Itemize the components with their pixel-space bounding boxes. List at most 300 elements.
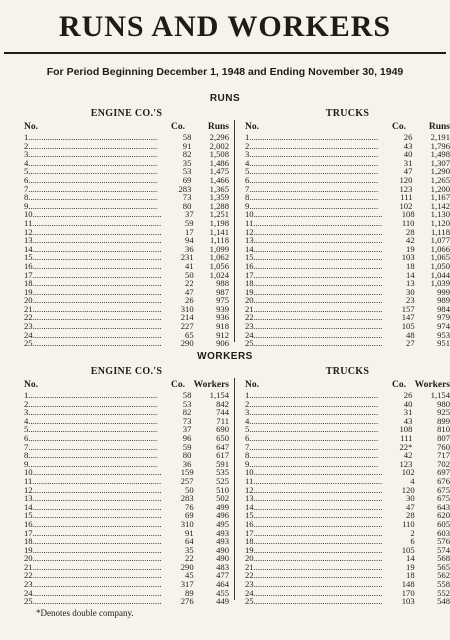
count-cell: 988 [216, 278, 229, 289]
rank-cell: 7............................................................ [24, 441, 158, 452]
rank-cell: 2............................................................ [24, 398, 158, 409]
rank-cell: 6............................................................ [245, 174, 379, 185]
company-cell: 27 [406, 338, 415, 349]
count-cell: 510 [216, 484, 229, 495]
rank-cell: 14............................................................ [24, 501, 162, 512]
company-cell: 4 [410, 475, 415, 486]
company-cell: 22 [185, 553, 194, 564]
rank-cell: 15............................................................ [24, 252, 162, 263]
company-cell: 108 [401, 209, 415, 220]
count-cell: 1,498 [430, 149, 450, 160]
rank-cell: 16............................................................ [24, 518, 162, 529]
count-cell: 1,290 [430, 166, 450, 177]
company-cell: 58 [182, 390, 192, 400]
title-rule [4, 52, 446, 54]
rank-cell: 23............................................................ [245, 321, 383, 332]
count-cell: 1,265 [430, 174, 450, 185]
rank-cell: 9............................................................ [245, 200, 379, 211]
count-cell: 936 [216, 312, 229, 323]
company-cell: 17 [185, 226, 194, 237]
company-cell: 147 [401, 312, 415, 323]
count-cell: 899 [437, 415, 450, 426]
company-cell: 47 [406, 501, 415, 512]
company-cell: 28 [406, 510, 415, 521]
footnote: *Denotes double company. [36, 608, 134, 618]
table-row [245, 339, 450, 348]
col-no: No. [245, 122, 259, 132]
rank-cell: 23............................................................ [24, 579, 162, 590]
count-cell: 1,077 [430, 235, 450, 246]
count-cell: 1,307 [430, 157, 450, 168]
rank-cell: 11............................................................ [245, 475, 383, 486]
rank-cell: 3............................................................ [245, 407, 379, 418]
rank-cell: 14............................................................ [245, 501, 383, 512]
company-cell: 36 [182, 458, 192, 469]
rank-cell: 22............................................................ [245, 570, 383, 581]
company-cell: 6 [410, 536, 415, 547]
workers-divider [234, 378, 235, 600]
rank-cell: 21............................................................ [245, 561, 383, 572]
count-cell: 1,796 [430, 140, 450, 151]
rank-cell: 7............................................................ [245, 183, 379, 194]
count-cell: 912 [216, 329, 229, 340]
count-cell: 552 [437, 587, 450, 598]
rank-cell: 24............................................................ [245, 329, 383, 340]
rank-cell: 10............................................................ [245, 209, 383, 220]
company-cell: 110 [401, 217, 415, 228]
rank-cell: 23............................................................ [245, 579, 383, 590]
count-cell: 939 [216, 303, 229, 314]
count-cell: 1,039 [430, 278, 450, 289]
company-cell: 42 [406, 235, 415, 246]
company-cell: 40 [403, 149, 413, 160]
workers-engine-table [24, 366, 229, 606]
rank-cell: 21............................................................ [245, 303, 383, 314]
count-cell: 702 [437, 458, 450, 469]
rank-cell: 2............................................................ [245, 140, 379, 151]
count-cell: 499 [216, 501, 229, 512]
count-cell: 2,191 [430, 132, 450, 142]
count-cell: 464 [216, 579, 229, 590]
rank-cell: 13............................................................ [245, 235, 383, 246]
company-cell: 59 [182, 441, 192, 452]
count-cell: 1,120 [430, 217, 450, 228]
rank-cell: 15............................................................ [245, 252, 383, 263]
rank-cell: 7............................................................ [245, 441, 379, 452]
company-cell: 18 [406, 570, 415, 581]
rank-cell: 13............................................................ [245, 493, 383, 504]
company-cell: 69 [185, 510, 194, 521]
count-cell: 675 [437, 484, 450, 495]
rank-cell: 20............................................................ [245, 553, 383, 564]
count-cell: 1,359 [209, 192, 229, 203]
count-cell: 1,142 [430, 200, 450, 211]
rank-cell: 8............................................................ [245, 192, 379, 203]
count-cell: 690 [216, 424, 229, 435]
rank-cell: 12............................................................ [245, 226, 383, 237]
company-cell: 290 [180, 338, 194, 349]
count-cell: 711 [216, 415, 229, 426]
company-cell: 13 [406, 278, 415, 289]
rank-cell: 20............................................................ [245, 295, 383, 306]
rank-cell: 12............................................................ [24, 226, 162, 237]
col-workers: Workers [414, 380, 450, 390]
company-cell: 157 [401, 303, 415, 314]
company-cell: 310 [180, 518, 194, 529]
rank-cell: 17............................................................ [245, 527, 383, 538]
col-co: Co. [171, 122, 185, 132]
rank-cell: 21............................................................ [24, 303, 162, 314]
company-cell: 14 [406, 553, 415, 564]
count-cell: 1,198 [209, 217, 229, 228]
col-runs: Runs [207, 122, 229, 132]
company-cell: 111 [400, 192, 413, 203]
company-cell: 14 [406, 269, 415, 280]
count-cell: 477 [216, 570, 229, 581]
workers-trucks-label: TRUCKS [325, 366, 370, 377]
count-cell: 605 [437, 518, 450, 529]
count-cell: 455 [216, 587, 229, 598]
rank-cell: 9............................................................ [24, 200, 158, 211]
company-cell: 96 [182, 432, 192, 443]
rank-cell: 17............................................................ [245, 269, 383, 280]
table-row [24, 597, 229, 606]
rank-cell: 18............................................................ [24, 536, 162, 547]
company-cell: 30 [406, 493, 415, 504]
company-cell: 26 [403, 390, 413, 400]
company-cell: 103 [401, 252, 415, 263]
company-cell: 37 [185, 209, 194, 220]
count-cell: 697 [437, 467, 450, 478]
rank-cell: 16............................................................ [245, 518, 383, 529]
workers-engine-label: ENGINE CO.'S [90, 366, 163, 377]
company-cell: 170 [401, 587, 415, 598]
count-cell: 1,486 [209, 157, 229, 168]
rank-cell: 9............................................................ [245, 458, 379, 469]
rank-cell: 5............................................................ [24, 166, 158, 177]
col-co: Co. [392, 122, 406, 132]
company-cell: 110 [402, 518, 415, 529]
rank-cell: 18............................................................ [24, 278, 162, 289]
count-cell: 1,154 [209, 390, 229, 400]
rank-cell: 20............................................................ [24, 295, 162, 306]
count-cell: 989 [437, 295, 450, 306]
rank-cell: 25............................................................ [245, 596, 383, 607]
count-cell: 1,141 [209, 226, 229, 237]
count-cell: 842 [216, 398, 229, 409]
company-cell: 22* [399, 441, 413, 452]
company-cell: 91 [185, 527, 194, 538]
rank-cell: 1............................................................ [24, 390, 158, 400]
count-cell: 1,062 [209, 252, 229, 263]
rank-cell: 19............................................................ [245, 286, 383, 297]
company-cell: 26 [403, 132, 413, 142]
company-cell: 283 [178, 183, 192, 194]
rank-cell: 4............................................................ [245, 157, 379, 168]
period-caption: For Period Beginning December 1, 1948 and Ending November 30, 1949 [46, 66, 404, 78]
rank-cell: 8............................................................ [24, 192, 158, 203]
company-cell: 94 [185, 235, 194, 246]
company-cell: 105 [401, 544, 415, 555]
company-cell: 18 [406, 260, 415, 271]
count-cell: 951 [437, 338, 450, 349]
count-cell: 2,296 [209, 132, 229, 142]
rank-cell: 25............................................................ [24, 338, 162, 349]
rank-cell: 13............................................................ [24, 235, 162, 246]
count-cell: 558 [437, 579, 450, 590]
rank-cell: 5............................................................ [245, 424, 379, 435]
count-cell: 643 [437, 501, 450, 512]
rank-cell: 6............................................................ [245, 432, 379, 443]
count-cell: 647 [216, 441, 229, 452]
rank-cell: 3............................................................ [24, 407, 158, 418]
runs-trucks-label: TRUCKS [325, 108, 370, 119]
company-cell: 36 [185, 243, 194, 254]
count-cell: 979 [437, 312, 450, 323]
company-cell: 53 [182, 166, 192, 177]
col-workers: Workers [193, 380, 229, 390]
rank-cell: 5............................................................ [245, 166, 379, 177]
company-cell: 108 [399, 424, 413, 435]
rank-cell: 2............................................................ [245, 398, 379, 409]
count-cell: 535 [216, 467, 229, 478]
company-cell: 80 [182, 450, 192, 461]
count-cell: 676 [437, 475, 450, 486]
company-cell: 310 [180, 303, 194, 314]
rank-cell: 18............................................................ [245, 536, 383, 547]
count-cell: 576 [437, 536, 450, 547]
count-cell: 568 [437, 553, 450, 564]
rank-cell: 10............................................................ [24, 467, 162, 478]
rank-cell: 9............................................................ [24, 458, 158, 469]
rank-cell: 11............................................................ [24, 217, 162, 228]
company-cell: 257 [180, 475, 194, 486]
rank-cell: 11............................................................ [24, 475, 162, 486]
workers-heading: WORKERS [197, 351, 253, 362]
count-cell: 620 [437, 510, 450, 521]
count-cell: 1,365 [209, 183, 229, 194]
count-cell: 987 [216, 286, 229, 297]
count-cell: 974 [437, 321, 450, 332]
count-cell: 1,066 [430, 243, 450, 254]
rank-cell: 18............................................................ [245, 278, 383, 289]
rank-cell: 14............................................................ [245, 243, 383, 254]
count-cell: 1,167 [430, 192, 450, 203]
company-cell: 317 [180, 579, 194, 590]
company-cell: 43 [403, 140, 413, 151]
rank-cell: 6............................................................ [24, 432, 158, 443]
company-cell: 50 [185, 269, 194, 280]
count-cell: 1,288 [209, 200, 229, 211]
rank-cell: 3............................................................ [245, 149, 379, 160]
count-cell: 1,044 [430, 269, 450, 280]
company-cell: 102 [401, 467, 415, 478]
count-cell: 496 [216, 510, 229, 521]
company-cell: 19 [406, 561, 415, 572]
company-cell: 35 [185, 544, 194, 555]
runs-heading: RUNS [209, 93, 241, 104]
count-cell: 717 [437, 450, 450, 461]
table-row [24, 339, 229, 348]
company-cell: 47 [403, 166, 413, 177]
col-no: No. [24, 380, 38, 390]
count-cell: 1,024 [209, 269, 229, 280]
company-cell: 53 [182, 398, 192, 409]
count-cell: 1,050 [430, 260, 450, 271]
count-cell: 984 [437, 303, 450, 314]
company-cell: 103 [401, 596, 415, 607]
count-cell: 493 [216, 536, 229, 547]
rank-cell: 8............................................................ [24, 450, 158, 461]
count-cell: 1,508 [209, 149, 229, 160]
company-cell: 73 [182, 192, 192, 203]
count-cell: 483 [216, 561, 229, 572]
rank-cell: 2............................................................ [24, 140, 158, 151]
company-cell: 23 [406, 295, 415, 306]
company-cell: 120 [399, 174, 413, 185]
count-cell: 617 [216, 450, 229, 461]
rank-cell: 24............................................................ [245, 587, 383, 598]
count-cell: 562 [437, 570, 450, 581]
company-cell: 40 [403, 398, 413, 409]
count-cell: 574 [437, 544, 450, 555]
rank-cell: 6............................................................ [24, 174, 158, 185]
company-cell: 227 [180, 321, 194, 332]
rank-cell: 4............................................................ [245, 415, 379, 426]
company-cell: 148 [401, 579, 415, 590]
company-cell: 48 [406, 329, 415, 340]
count-cell: 918 [216, 321, 229, 332]
count-cell: 490 [216, 553, 229, 564]
company-cell: 283 [180, 493, 194, 504]
rank-cell: 7............................................................ [24, 183, 158, 194]
company-cell: 290 [180, 561, 194, 572]
count-cell: 1,466 [209, 174, 229, 185]
company-cell: 37 [182, 424, 192, 435]
count-cell: 1,099 [209, 243, 229, 254]
rank-cell: 10............................................................ [245, 467, 383, 478]
rank-cell: 12............................................................ [245, 484, 383, 495]
company-cell: 42 [403, 450, 413, 461]
count-cell: 495 [216, 518, 229, 529]
rank-cell: 17............................................................ [24, 527, 162, 538]
rank-cell: 17............................................................ [24, 269, 162, 280]
count-cell: 1,200 [430, 183, 450, 194]
company-cell: 47 [185, 286, 194, 297]
rank-cell: 16............................................................ [24, 260, 162, 271]
rank-cell: 1............................................................ [24, 132, 158, 142]
count-cell: 1,118 [430, 226, 450, 237]
company-cell: 231 [180, 252, 194, 263]
count-cell: 807 [437, 432, 450, 443]
rank-cell: 15............................................................ [24, 510, 162, 521]
count-cell: 603 [437, 527, 450, 538]
rank-cell: 8............................................................ [245, 450, 379, 461]
runs-divider [234, 120, 235, 342]
rank-cell: 22............................................................ [24, 312, 162, 323]
company-cell: 58 [182, 132, 192, 142]
rank-cell: 14............................................................ [24, 243, 162, 254]
rank-cell: 21............................................................ [24, 561, 162, 572]
company-cell: 276 [180, 596, 194, 607]
rank-cell: 19............................................................ [245, 544, 383, 555]
count-cell: 2,002 [209, 140, 229, 151]
count-cell: 810 [437, 424, 450, 435]
count-cell: 760 [437, 441, 450, 452]
count-cell: 1,251 [209, 209, 229, 220]
rank-cell: 1............................................................ [245, 390, 379, 400]
rank-cell: 23............................................................ [24, 321, 162, 332]
count-cell: 1,154 [430, 390, 450, 400]
company-cell: 80 [182, 200, 192, 211]
page-title: RUNS AND WORKERS [58, 10, 392, 43]
company-cell: 19 [406, 243, 415, 254]
rank-cell: 24............................................................ [24, 329, 162, 340]
rank-cell: 4............................................................ [24, 415, 158, 426]
col-no: No. [24, 122, 38, 132]
count-cell: 493 [216, 527, 229, 538]
count-cell: 1,065 [430, 252, 450, 263]
rank-cell: 19............................................................ [24, 286, 162, 297]
company-cell: 43 [403, 415, 413, 426]
rank-cell: 16............................................................ [245, 260, 383, 271]
count-cell: 565 [437, 561, 450, 572]
company-cell: 59 [184, 217, 194, 228]
rank-cell: 4............................................................ [24, 157, 158, 168]
company-cell: 111 [400, 432, 413, 443]
rank-cell: 3............................................................ [24, 149, 158, 160]
company-cell: 26 [185, 295, 194, 306]
rank-cell: 15............................................................ [245, 510, 383, 521]
table-row [245, 597, 450, 606]
rank-cell: 22............................................................ [245, 312, 383, 323]
count-cell: 906 [216, 338, 229, 349]
runs-engine-table [24, 108, 229, 348]
company-cell: 50 [185, 484, 194, 495]
count-cell: 953 [437, 329, 450, 340]
company-cell: 28 [406, 226, 415, 237]
count-cell: 502 [216, 493, 229, 504]
company-cell: 159 [180, 467, 194, 478]
col-co: Co. [392, 380, 406, 390]
company-cell: 35 [182, 157, 192, 168]
rank-cell: 11............................................................ [245, 217, 383, 228]
company-cell: 123 [399, 183, 413, 194]
company-cell: 45 [185, 570, 194, 581]
count-cell: 591 [216, 458, 229, 469]
company-cell: 64 [185, 536, 194, 547]
count-cell: 1,118 [209, 235, 229, 246]
count-cell: 1,475 [209, 166, 229, 177]
company-cell: 22 [185, 278, 194, 289]
company-cell: 31 [403, 407, 413, 418]
rank-cell: 24............................................................ [24, 587, 162, 598]
count-cell: 650 [216, 432, 229, 443]
company-cell: 2 [410, 527, 415, 538]
workers-trucks-table [245, 366, 450, 606]
col-no: No. [245, 380, 259, 390]
count-cell: 449 [216, 596, 229, 607]
runs-trucks-table [245, 108, 450, 348]
count-cell: 490 [216, 544, 229, 555]
company-cell: 73 [182, 415, 192, 426]
count-cell: 525 [216, 475, 229, 486]
company-cell: 69 [182, 174, 192, 185]
count-cell: 975 [216, 295, 229, 306]
rank-cell: 19............................................................ [24, 544, 162, 555]
company-cell: 120 [401, 484, 415, 495]
rank-cell: 12............................................................ [24, 484, 162, 495]
